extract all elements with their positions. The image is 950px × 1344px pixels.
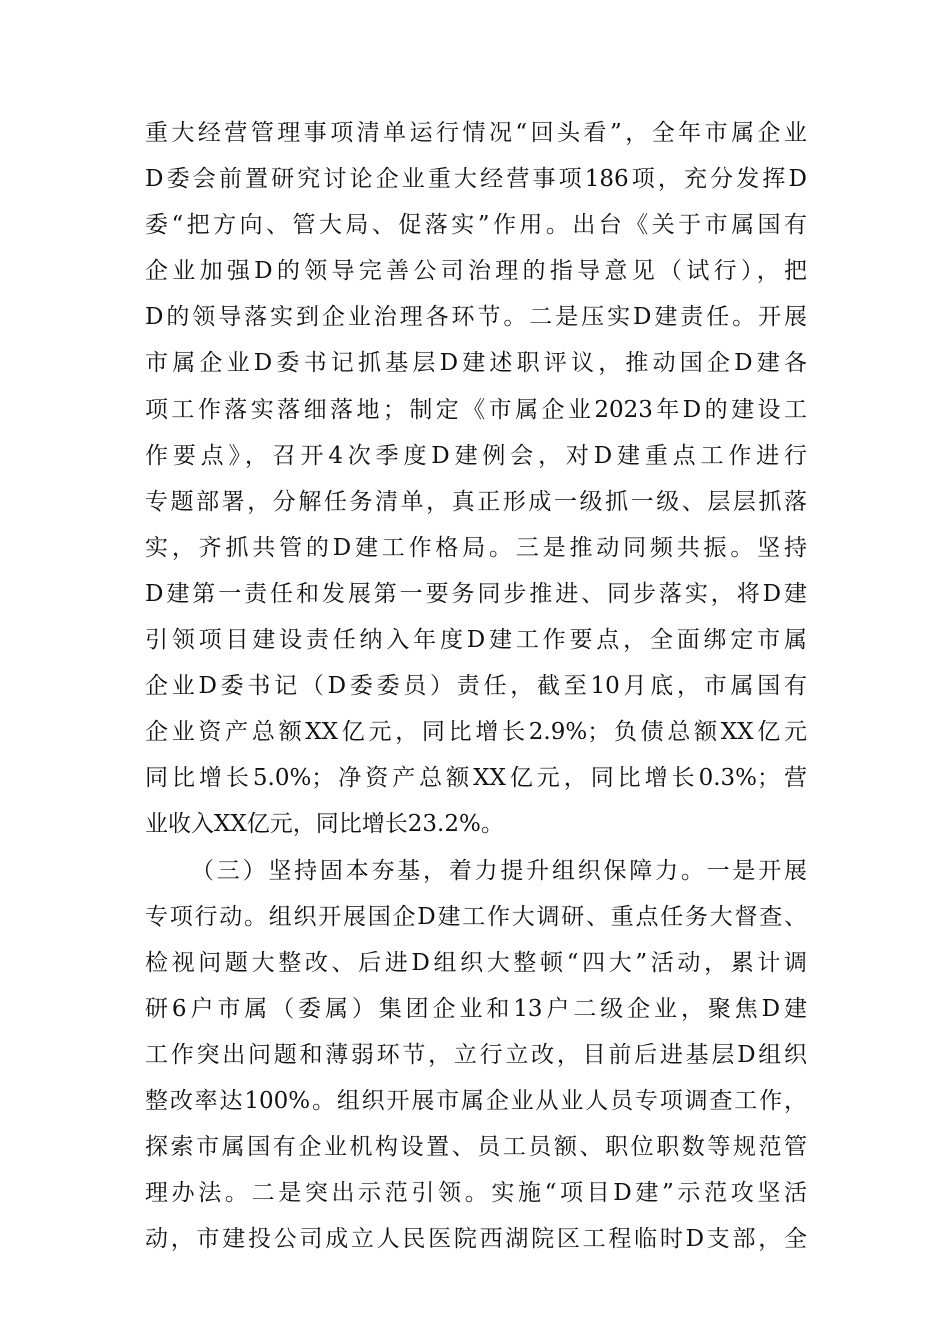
text-line: 业收入XX亿元，同比增长23.2%。 <box>145 811 504 838</box>
text-line: D的领导落实到企业治理各环节。二是压实D建责任。开展 <box>145 304 807 331</box>
text-line: 企业资产总额XX亿元，同比增长2.9%；负债总额XX亿元 <box>145 719 807 746</box>
paragraph-1 <box>145 110 807 848</box>
text-line: 作要点》，召开4次季度D建例会，对D建重点工作进行 <box>145 442 807 469</box>
text-line: 检视问题大整改、后进D组织大整顿“四大”活动，累计调 <box>145 949 807 976</box>
text-line: 企业D委书记（D委委员）责任，截至10月底，市属国有 <box>145 673 807 700</box>
section-heading-line: （三）坚持固本夯基，着力提升组织保障力。一是开展 <box>191 857 807 884</box>
text-line: 工作突出问题和薄弱环节，立行立改，目前后进基层D组织 <box>145 1041 807 1068</box>
paragraph-2 <box>145 848 807 1263</box>
text-line: 重大经营管理事项清单运行情况“回头看”，全年市属企业 <box>145 120 807 146</box>
text-line: 整改率达100%。组织开展市属企业从业人员专项调查工作， <box>145 1087 807 1114</box>
text-line: D建第一责任和发展第一要务同步推进、同步落实，将D建 <box>145 580 807 607</box>
document-page <box>145 110 807 1262</box>
text-line: 同比增长5.0%；净资产总额XX亿元，同比增长0.3%；营 <box>145 765 807 792</box>
text-line: 理办法。二是突出示范引领。实施“项目D建”示范攻坚活 <box>145 1180 807 1207</box>
text-line: 实，齐抓共管的D建工作格局。三是推动同频共振。坚持 <box>145 534 807 561</box>
text-line: 企业加强D的领导完善公司治理的指导意见（试行），把 <box>145 258 807 285</box>
text-line: 市属企业D委书记抓基层D建述职评议，推动国企D建各 <box>145 350 807 377</box>
text-line: D委会前置研究讨论企业重大经营事项186项，充分发挥D <box>145 166 807 193</box>
text-line: 委“把方向、管大局、促落实”作用。出台《关于市属国有 <box>145 212 807 239</box>
text-line: 项工作落实落细落地；制定《市属企业2023年D的建设工 <box>145 396 807 423</box>
text-line: 研6户市属（委属）集团企业和13户二级企业，聚焦D建 <box>145 995 807 1022</box>
text-line: 引领项目建设责任纳入年度D建工作要点，全面绑定市属 <box>145 627 807 654</box>
text-line: 专题部署，分解任务清单，真正形成一级抓一级、层层抓落 <box>145 488 807 515</box>
text-line: 探索市属国有企业机构设置、员工员额、职位职数等规范管 <box>145 1134 807 1161</box>
text-line: 动，市建投公司成立人民医院西湖院区工程临时D支部，全 <box>145 1226 807 1253</box>
text-line: 专项行动。组织开展国企D建工作大调研、重点任务大督查、 <box>145 903 807 930</box>
